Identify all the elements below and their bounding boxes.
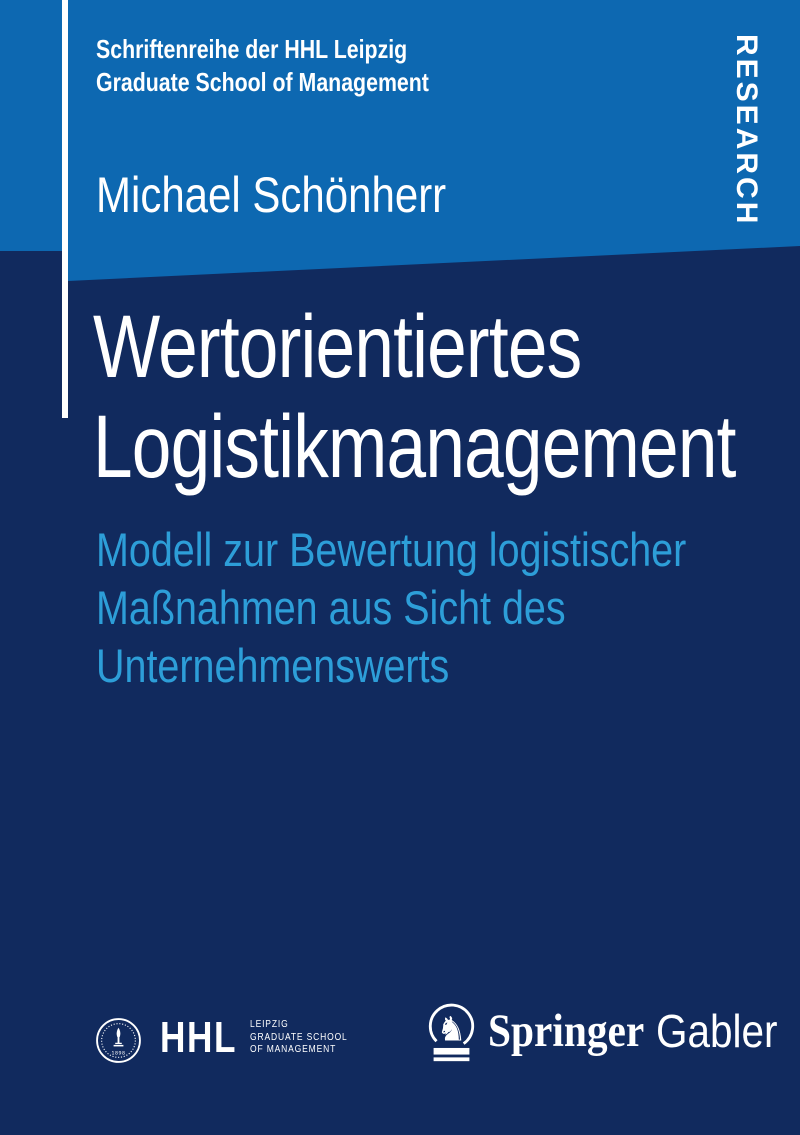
book-title-line-2: Logistikmanagement: [93, 396, 736, 496]
book-title-line-1: Wertorientiertes: [93, 296, 582, 396]
hhl-logo: [95, 1014, 365, 1066]
book-subtitle-line-1: Modell zur Bewertung logistischer: [96, 523, 687, 576]
springer-wordmark: Springer: [488, 1004, 645, 1057]
research-banner-label: RESEARCH: [730, 34, 763, 227]
series-title-line-2: Graduate School of Management: [96, 67, 429, 97]
hhl-seal-year: 1898: [111, 1050, 126, 1056]
author-name: Michael Schönherr: [96, 167, 447, 223]
series-title-line-1: Schriftenreihe der HHL Leipzig: [96, 34, 408, 64]
book-title: [93, 296, 736, 496]
hhl-descriptor-line-1: LEIPZIG: [250, 1019, 289, 1031]
book-subtitle-line-3: Unternehmenswerts: [96, 639, 450, 692]
springer-knight-icon: [427, 998, 476, 1064]
book-subtitle: [96, 521, 686, 695]
hhl-descriptor-line-2: GRADUATE SCHOOL: [250, 1031, 349, 1043]
book-subtitle-line-2: Maßnahmen aus Sicht des: [96, 581, 566, 634]
series-title: [96, 33, 429, 99]
hhl-seal-icon: [95, 1017, 142, 1064]
left-accent-strip: [0, 0, 62, 251]
hhl-descriptor-line-3: OF MANAGEMENT: [250, 1044, 337, 1056]
hhl-descriptor: [250, 1019, 348, 1057]
svg-text:♞: ♞: [436, 1009, 467, 1049]
hhl-acronym: HHL: [160, 1013, 238, 1062]
vertical-divider-line: [62, 0, 68, 418]
gabler-wordmark: Gabler: [655, 1005, 778, 1057]
springer-gabler-logo: [427, 999, 794, 1063]
